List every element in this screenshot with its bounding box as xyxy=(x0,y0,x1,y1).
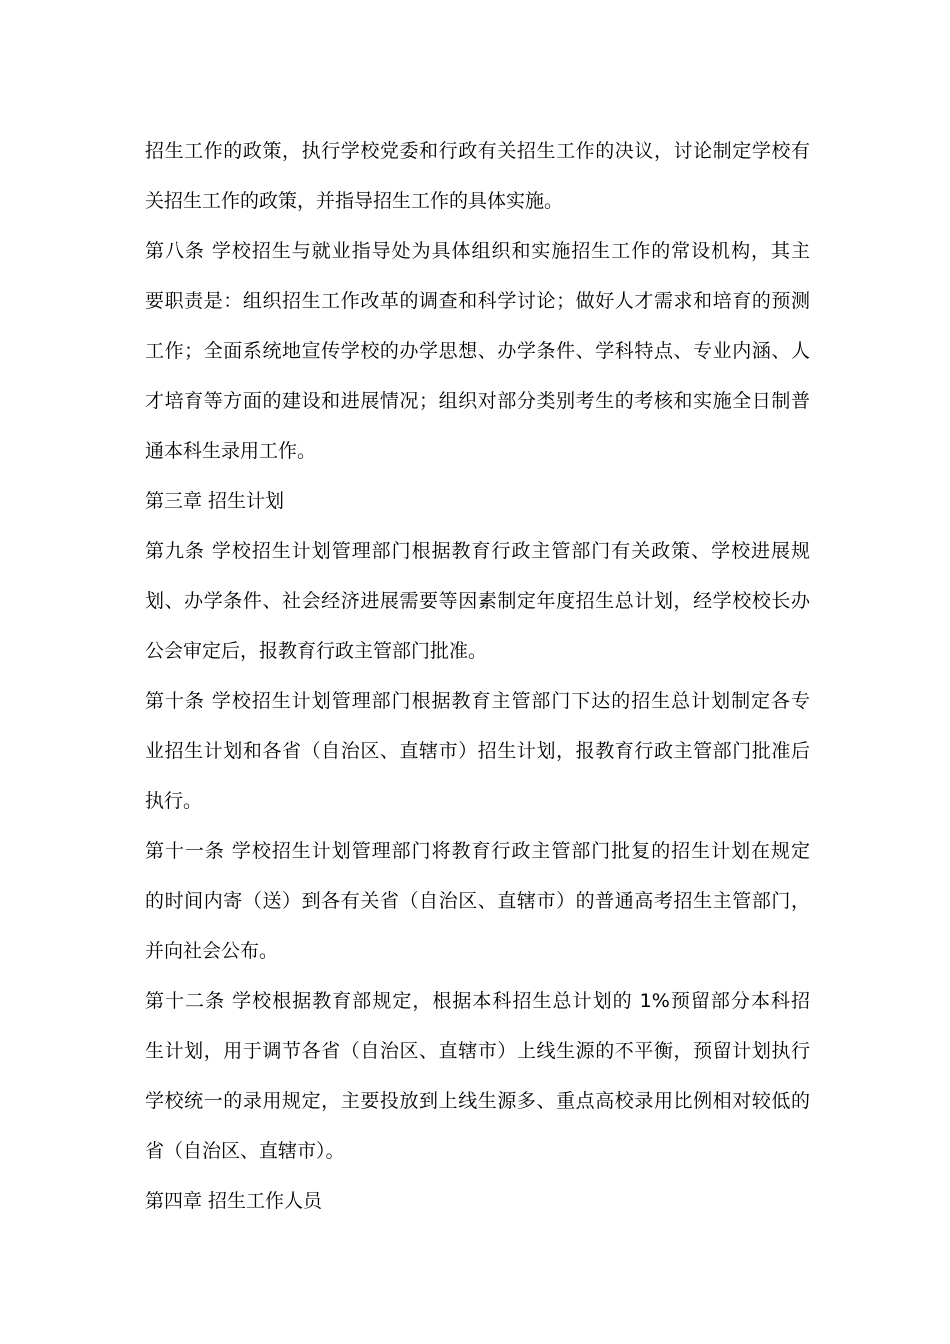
text-line: 公会审定后，报教育行政主管部门批准。 xyxy=(145,640,488,662)
text-line: 才培育等方面的建设和进展情况；组织对部分类别考生的考核和实施全日制普 xyxy=(145,390,810,412)
text-line: 要职责是：组织招生工作改革的调查和科学讨论；做好人才需求和培育的预测 xyxy=(145,290,810,312)
text-line: 第十条 学校招生计划管理部门根据教育主管部门下达的招生总计划制定各专 xyxy=(145,690,810,712)
text-line: 生计划，用于调节各省（自治区、直辖市）上线生源的不平衡，预留计划执行 xyxy=(145,1040,810,1062)
text-line: 划、办学条件、社会经济进展需要等因素制定年度招生总计划，经学校校长办 xyxy=(145,590,810,612)
text-line: 业招生计划和各省（自治区、直辖市）招生计划，报教育行政主管部门批准后 xyxy=(145,740,810,762)
text-line: 第九条 学校招生计划管理部门根据教育行政主管部门有关政策、学校进展规 xyxy=(145,540,810,562)
text-line: 工作；全面系统地宣传学校的办学思想、办学条件、学科特点、专业内涵、人 xyxy=(145,340,810,362)
chapter-heading: 第三章 招生计划 xyxy=(145,490,285,512)
text-line: 招生工作的政策，执行学校党委和行政有关招生工作的决议，讨论制定学校有 xyxy=(145,140,810,162)
text-line: 省（自治区、直辖市）。 xyxy=(145,1140,345,1162)
text-line: 并向社会公布。 xyxy=(145,940,279,962)
text-line: 第八条 学校招生与就业指导处为具体组织和实施招生工作的常设机构，其主 xyxy=(145,240,810,262)
text-line: 执行。 xyxy=(145,790,203,812)
text-line: 通本科生录用工作。 xyxy=(145,440,317,462)
text-line: 学校统一的录用规定，主要投放到上线生源多、重点高校录用比例相对较低的 xyxy=(145,1090,810,1112)
text-line: 第十一条 学校招生计划管理部门将教育行政主管部门批复的招生计划在规定 xyxy=(145,840,810,862)
text-line: 关招生工作的政策，并指导招生工作的具体实施。 xyxy=(145,190,564,212)
text-line: 的时间内寄（送）到各有关省（自治区、直辖市）的普通高考招生主管部门， xyxy=(145,890,810,912)
chapter-heading: 第四章 招生工作人员 xyxy=(145,1190,323,1212)
text-line: 第十二条 学校根据教育部规定，根据本科招生总计划的 1%预留部分本科招 xyxy=(145,990,810,1012)
